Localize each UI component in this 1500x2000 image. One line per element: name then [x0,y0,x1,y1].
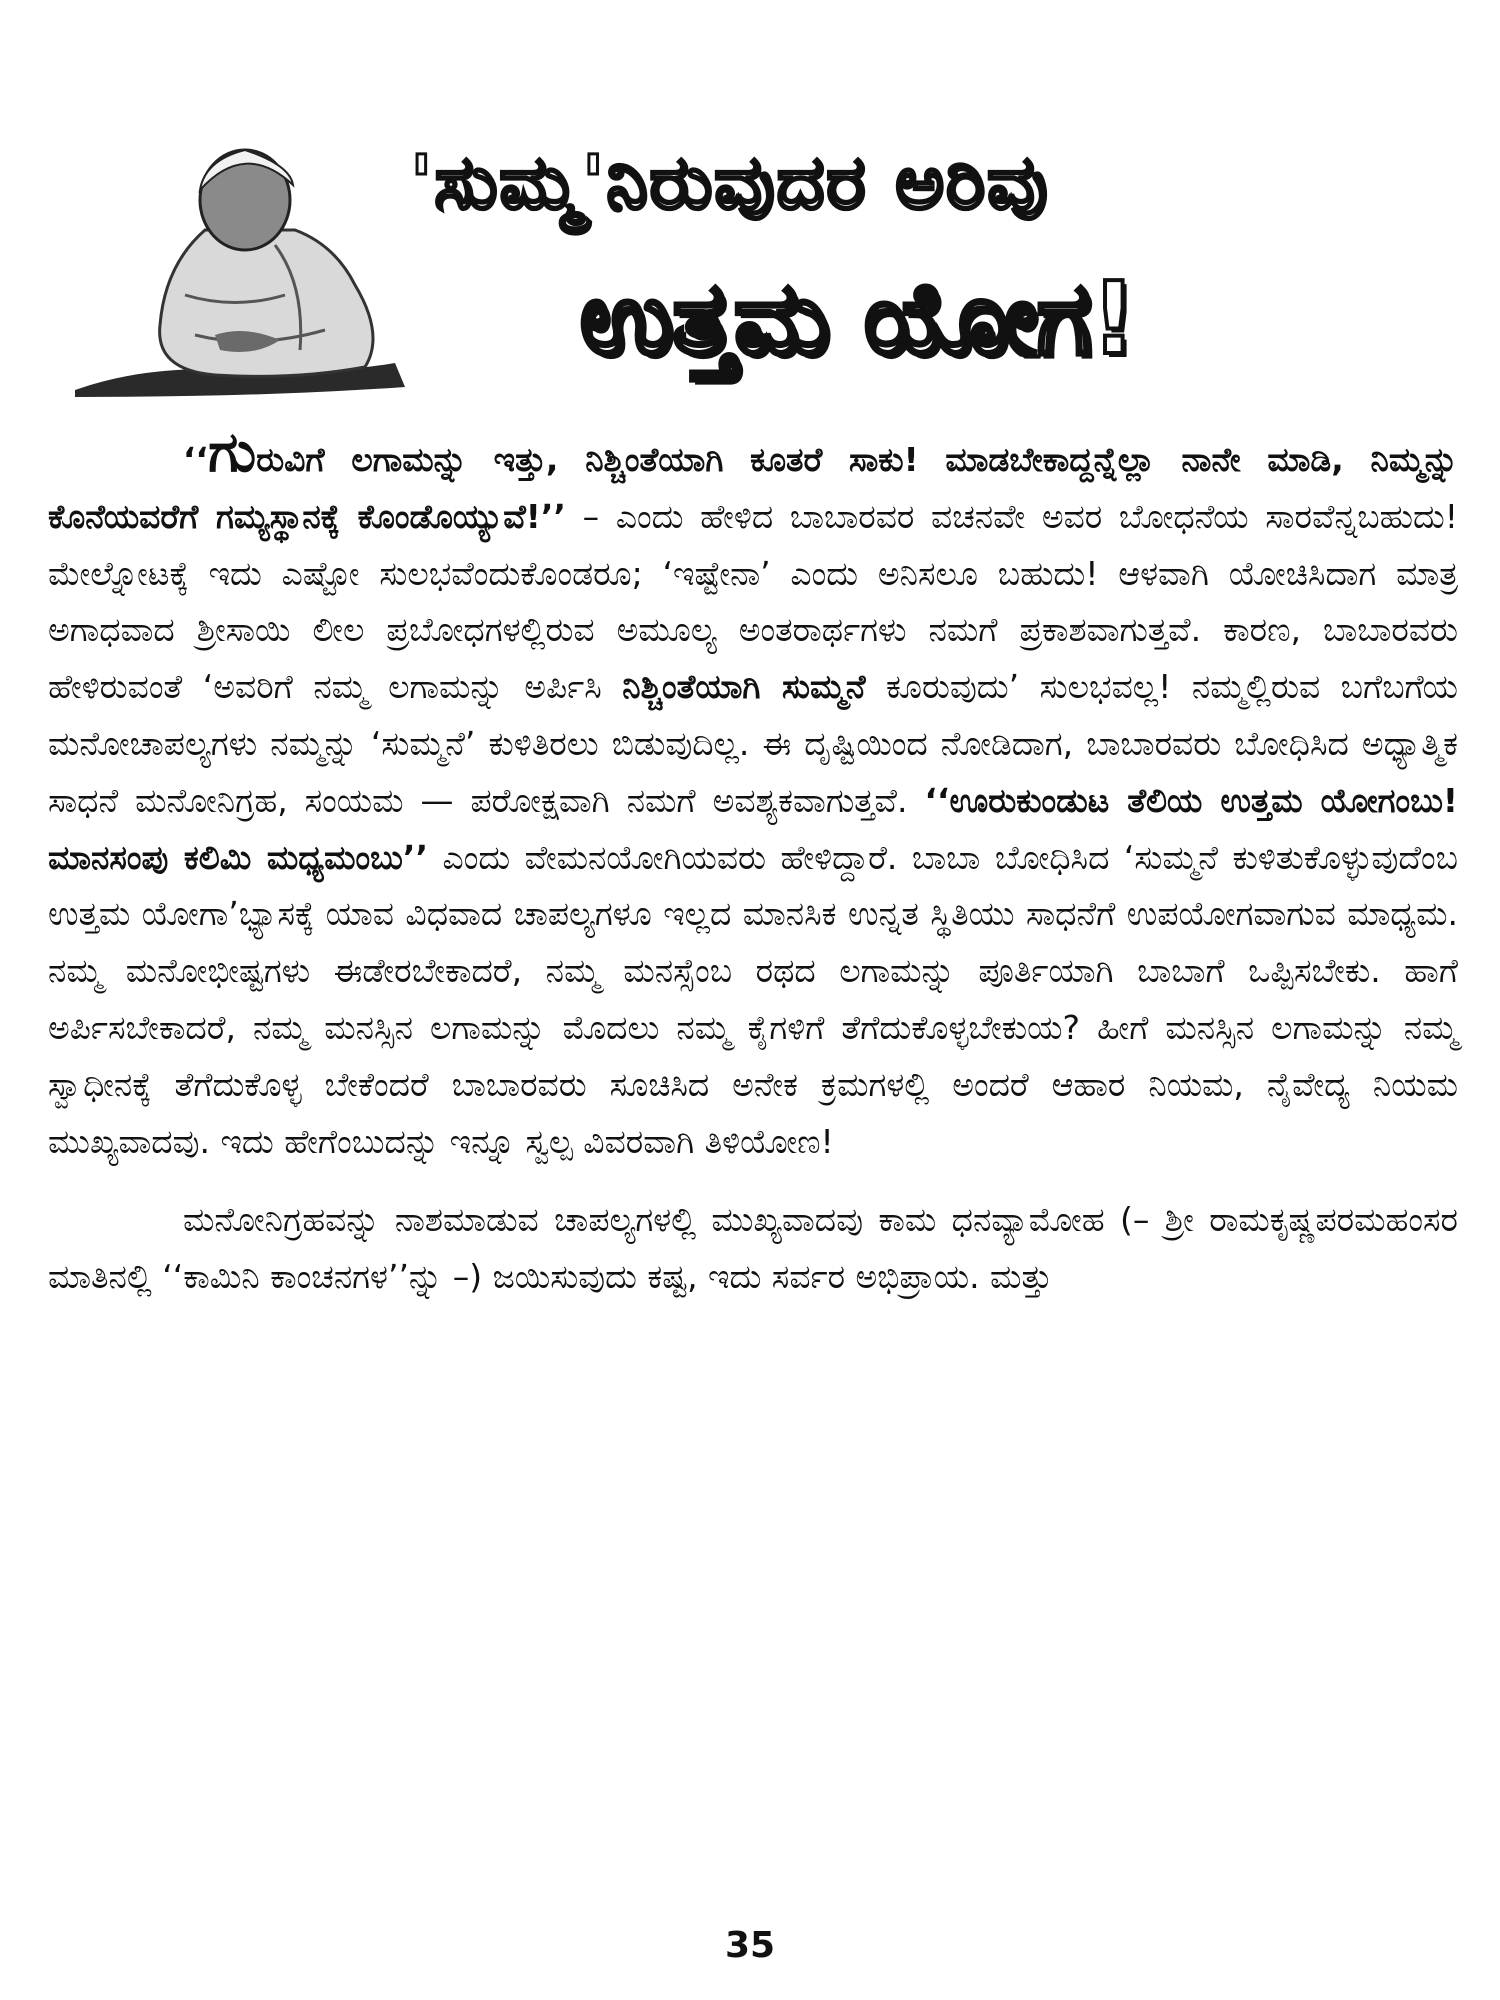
paragraph-1 [48,420,1459,1170]
guru-quote: ರುವಿಗೆ ಲಗಾಮನ್ನು ಇತ್ತು, ನಿಶ್ಚಿಂತೆಯಾಗಿ ಕೂತರೆ ಸಾಕು! ಮಾಡಬೇಕಾದ್ದನ್ನೆಲ್ಲಾ ನಾನೇ ಮಾಡಿ, ನಿಮ್ಮನ್ನು ಕೊನೆಯವರೆಗೆ ಗಮ್ಯಸ್ಥಾನಕ್ಕೆ ಕೊಂಡೊಯ್ಯುವೆ!’’ [48,440,1458,536]
title-line-1: 'ಸುಮ್ಮ'ನಿರುವುದರ ಅರಿವು [410,140,1050,226]
paragraph-1-text-b: ಕೂರುವುದು’ ಸುಲಭವಲ್ಲ! ನಮ್ಮಲ್ಲಿರುವ ಬಗೆಬಗೆಯ ಮನೋಚಾಪಲ್ಯಗಳು ನಮ್ಮನ್ನು ‘ಸುಮ್ಮನೆ’ ಕುಳಿತಿರಲು ಬಿಡುವುದಿಲ್ಲ. ಈ ದೃಷ್ಟಿಯಿಂದ ನೋಡಿದಾಗ, ಬಾಬಾರವರು ಬೋಧಿಸಿದ ಅಧ್ಯಾತ್ಮಿಕ ಸಾಧನೆ ಮನೋನಿಗ್ರಹ, ಸಂಯಮ — ಪರೋಕ್ಷವಾಗಿ ನಮಗೆ ಅವಶ್ಯಕವಾಗುತ್ತವೆ. [48,667,1458,820]
seated-saint-illustration [65,135,425,405]
illustration-cloth [160,230,373,376]
paragraph-1-text-c: ಎಂದು ವೇಮನಯೋಗಿಯವರು ಹೇಳಿದ್ದಾರೆ. ಬಾಬಾ ಬೋಧಿಸಿದ ‘ಸುಮ್ಮನೆ ಕುಳಿತುಕೊಳ್ಳುವುದೆಂಬ ಉತ್ತಮ ಯೋಗಾ’ಭ್ಯಾಸಕ್ಕೆ ಯಾವ ವಿಧವಾದ ಚಾಪಲ್ಯಗಳೂ ಇಲ್ಲದ ಮಾನಸಿಕ ಉನ್ನತ ಸ್ಥಿತಿಯು ಸಾಧನೆಗೆ ಉಪಯೋಗವಾಗುವ ಮಾಧ್ಯಮ. ನಮ್ಮ ಮನೋಭೀಷ್ಟಗಳು ಈಡೇರಬೇಕಾದರೆ, ನಮ್ಮ ಮನಸ್ಸೆಂಬ ರಥದ ಲಗಾಮನ್ನು ಪೂರ್ತಿಯಾಗಿ ಬಾಬಾಗೆ ಒಪ್ಪಿಸಬೇಕು. ಹಾಗೆ ಅರ್ಪಿಸಬೇಕಾದರೆ, ನಮ್ಮ ಮನಸ್ಸಿನ ಲಗಾಮನ್ನು ಮೊದಲು ನಮ್ಮ ಕೈಗಳಿಗೆ ತೆಗೆದುಕೊಳ್ಳಬೇಕುಯ? ಹೀಗೆ ಮನಸ್ಸಿನ ಲಗಾಮನ್ನು ನಮ್ಮ ಸ್ವಾಧೀನಕ್ಕೆ ತೆಗೆದುಕೊಳ್ಳ ಬೇಕೆಂದರೆ ಬಾಬಾರವರು ಸೂಚಿಸಿದ ಅನೇಕ ಕ್ರಮಗಳಲ್ಲಿ ಅಂದರೆ ಆಹಾರ ನಿಯಮ, ನೈವೇದ್ಯ ನಿಯಮ ಮುಖ್ಯವಾದವು. ಇದು ಹೇಗೆಂಬುದನ್ನು ಇನ್ನೂ ಸ್ವಲ್ಪ ವಿವರವಾಗಿ ತಿಳಿಯೋಣ! [48,837,1458,1161]
emphasis-sit-quietly: ನಿಶ್ಚಿಂತೆಯಾಗಿ ಸುಮ್ಮನೆ [622,667,866,707]
title-line-2: ಉತ್ತಮ ಯೋಗ! [580,260,1137,377]
vemana-quote: ‘‘ಊರುಕುಂಡುಟ ತೆಲಿಯ ಉತ್ತಮ ಯೋಗಂಬು! ಮಾನಸಂಪು ಕಲಿಮಿ ಮಧ್ಯಮಂಬು’’ [48,780,1458,877]
opening-quote: ‘‘ [183,440,209,479]
drop-cap: ಗು [208,420,257,485]
page-number: 35 [724,1925,776,1966]
article-header [60,130,1440,420]
paragraph-2: ಮನೋನಿಗ್ರಹವನ್ನು ನಾಶಮಾಡುವ ಚಾಪಲ್ಯಗಳಲ್ಲಿ ಮುಖ್ಯವಾದವು ಕಾಮ ಧನವ್ಯಾಮೋಹ (– ಶ್ರೀ ರಾಮಕೃಷ್ಣಪರಮಹಂಸರ ಮಾತಿನಲ್ಲಿ ‘‘ಕಾಮಿನಿ ಕಾಂಚನಗಳ’’ನ್ನು –) ಜಯಿಸುವುದು ಕಷ್ಟ, ಇದು ಸರ್ವರ ಅಭಿಪ್ರಾಯ. ಮತ್ತು [48,1200,1458,1297]
article-body [48,420,1459,1306]
paragraph-1-text-a: – ಎಂದು ಹೇಳಿದ ಬಾಬಾರವರ ವಚನವೇ ಅವರ ಬೋಧನೆಯ ಸಾರವೆನ್ನಬಹುದು! ಮೇಲ್ನೋಟಕ್ಕೆ ಇದು ಎಷ್ಟೋ ಸುಲಭವೆಂದುಕೊಂಡರೂ; ‘ಇಷ್ಟೇನಾ’ ಎಂದು ಅನಿಸಲೂ ಬಹುದು! ಆಳವಾಗಿ ಯೋಚಿಸಿದಾಗ ಮಾತ್ರ ಅಗಾಧವಾದ ಶ್ರೀಸಾಯಿ ಲೀಲ ಪ್ರಬೋಧಗಳಲ್ಲಿರುವ ಅಮೂಲ್ಯ ಅಂತರಾರ್ಥಗಳು ನಮಗೆ ಪ್ರಕಾಶವಾಗುತ್ತವೆ. ಕಾರಣ, ಬಾಬಾರವರು ಹೇಳಿರುವಂತೆ ‘ಅವರಿಗೆ ನಮ್ಮ ಲಗಾಮನ್ನು ಅರ್ಪಿಸಿ [48,496,1459,707]
